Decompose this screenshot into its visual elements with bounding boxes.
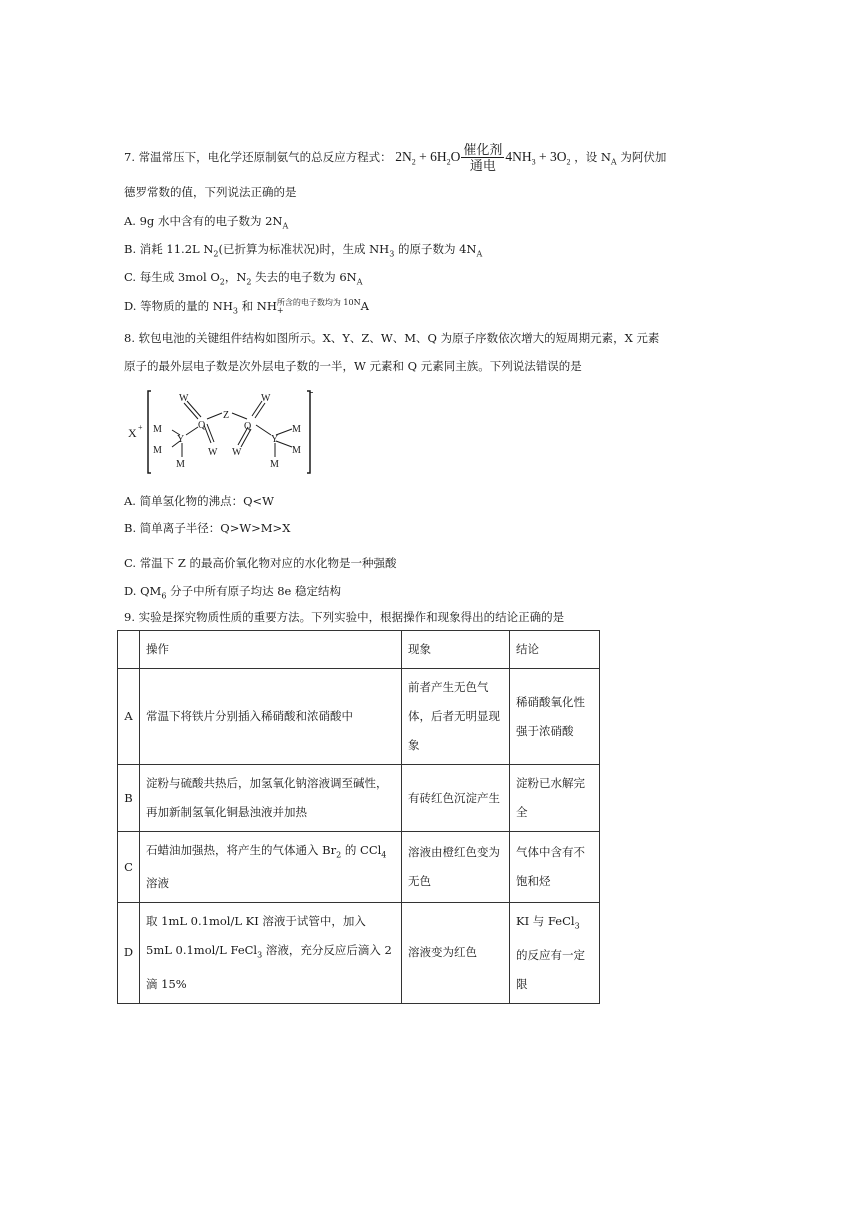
atom-q: Q xyxy=(244,421,252,432)
table-row xyxy=(118,832,600,903)
atom-m: M xyxy=(292,424,301,435)
atom-q: Q xyxy=(198,420,206,431)
conclusion-cell: 稀硝酸氧化性强于浓硝酸 xyxy=(510,669,600,765)
anion-structure-diagram xyxy=(124,385,324,480)
operation-cell: 石蜡油加强热，将产生的气体通入 $Br_2$ 的 CCl$_4$ 溶液 xyxy=(140,832,402,903)
conclusion-cell: 淀粉已水解完全 xyxy=(510,765,600,832)
atom-w: W xyxy=(261,393,271,404)
table-header-cell: 结论 xyxy=(510,631,600,669)
atom-m: M xyxy=(176,459,185,470)
table-header-cell xyxy=(118,631,140,669)
table-header-cell: 操作 xyxy=(140,631,402,669)
atom-m: M xyxy=(153,424,162,435)
conclusion-cell: 气体中含有不饱和烃 xyxy=(510,832,600,903)
operation-cell: 常温下将铁片分别插入稀硝酸和浓硝酸中 xyxy=(140,669,402,765)
row-label: D xyxy=(118,903,140,1003)
q7-stem-line1: 7. 常温常压下，电化学还原制氨气的总反应方程式： $2N_2 + 6H_2O$ $\frac{\text{催化剂}}{\text{通电}}$ $4NH_3 + 3O_2$ ，设 $N_A$ 为阿伏加 xyxy=(124,142,667,173)
table-row xyxy=(118,765,600,832)
row-label: B xyxy=(118,765,140,832)
cation-charge: + xyxy=(138,423,143,432)
atom-m: M xyxy=(292,445,301,456)
atom-w: W xyxy=(179,393,189,404)
phenomenon-cell: 溶液变为红色 xyxy=(402,903,510,1003)
operation-cell: 淀粉与硫酸共热后，加氢氧化钠溶液调至碱性，再加新制氢氧化铜悬浊液并加热 xyxy=(140,765,402,832)
conclusion-cell: KI 与 FeCl$_3$ 的反应有一定限 xyxy=(510,903,600,1003)
table-row xyxy=(118,903,600,1003)
atom-m: M xyxy=(153,445,162,456)
row-label: C xyxy=(118,832,140,903)
q8-option-c: C. 常温下 Z 的最高价氧化物对应的水化物是一种强酸 xyxy=(124,556,397,570)
anion-charge: - xyxy=(310,387,314,398)
q7-option-d: D. 等物质的量的 $NH_3$ 和 NH 所含的电子数均为 10N + A xyxy=(124,298,369,316)
q8-stem-line1: 8. 软包电池的关键组件结构如图所示。X、Y、Z、W、M、Q 为原子序数依次增大的短周期元素，X 元素 xyxy=(124,331,660,345)
q7-equation: $2N_2 + 6H_2O$ $\frac{\text{催化剂}}{\text{通电}}$ $4NH_3 + 3O_2$ xyxy=(395,142,571,173)
q7-stem-start: 7. 常温常压下，电化学还原制氨气的总反应方程式： xyxy=(124,150,392,165)
q8-option-d: D. $QM_6$ 分子中所有原子均达 8e 稳定结构 xyxy=(124,584,342,601)
q9-stem: 9. 实验是探究物质性质的重要方法。下列实验中，根据操作和现象得出的结论正确的是 xyxy=(124,610,565,624)
table-row xyxy=(118,669,600,765)
q7-option-b: B. 消耗 11.2L $N_2$(已折算为标准状况)时，生成 $NH_3$ 的原子数为 $4N_A$ xyxy=(124,242,483,259)
q8-option-a: A. 简单氢化物的沸点：Q<W xyxy=(124,494,274,508)
q7-stem-line2: 德罗常数的值，下列说法正确的是 xyxy=(124,185,297,199)
q8-option-b: B. 简单离子半径：Q>W>M>X xyxy=(124,521,291,535)
phenomenon-cell: 有砖红色沉淀产生 xyxy=(402,765,510,832)
atom-m: M xyxy=(270,459,279,470)
q7-option-c: C. 每生成 3mol $O_2$，$N_2$ 失去的电子数为 $6N_A$ xyxy=(124,270,363,287)
atom-w: W xyxy=(208,447,218,458)
cation-x-label: X xyxy=(128,426,137,440)
table-header-row xyxy=(118,631,600,669)
phenomenon-cell: 前者产生无色气体，后者无明显现象 xyxy=(402,669,510,765)
phenomenon-cell: 溶液由橙红色变为无色 xyxy=(402,832,510,903)
q7-option-a: A. 9g 水中含有的电子数为 $2N_A$ xyxy=(124,214,289,231)
atom-z: Z xyxy=(223,410,230,421)
q8-stem-line2: 原子的最外层电子数是次外层电子数的一半，W 元素和 Q 元素同主族。下列说法错误的是 xyxy=(124,359,582,373)
atom-y: Y xyxy=(271,434,279,445)
experiment-table xyxy=(117,630,600,1004)
row-label: A xyxy=(118,669,140,765)
operation-cell: 取 1mL 0.1mol/L KI 溶液于试管中，加入 5mL 0.1mol/L FeCl$_3$ 溶液，充分反应后滴入 2 滴 15% xyxy=(140,903,402,1003)
atom-w: W xyxy=(232,447,242,458)
atom-y: Y xyxy=(177,434,185,445)
table-header-cell: 现象 xyxy=(402,631,510,669)
reaction-arrow-conditions: $\frac{\text{催化剂}}{\text{通电}}$ xyxy=(463,142,503,173)
